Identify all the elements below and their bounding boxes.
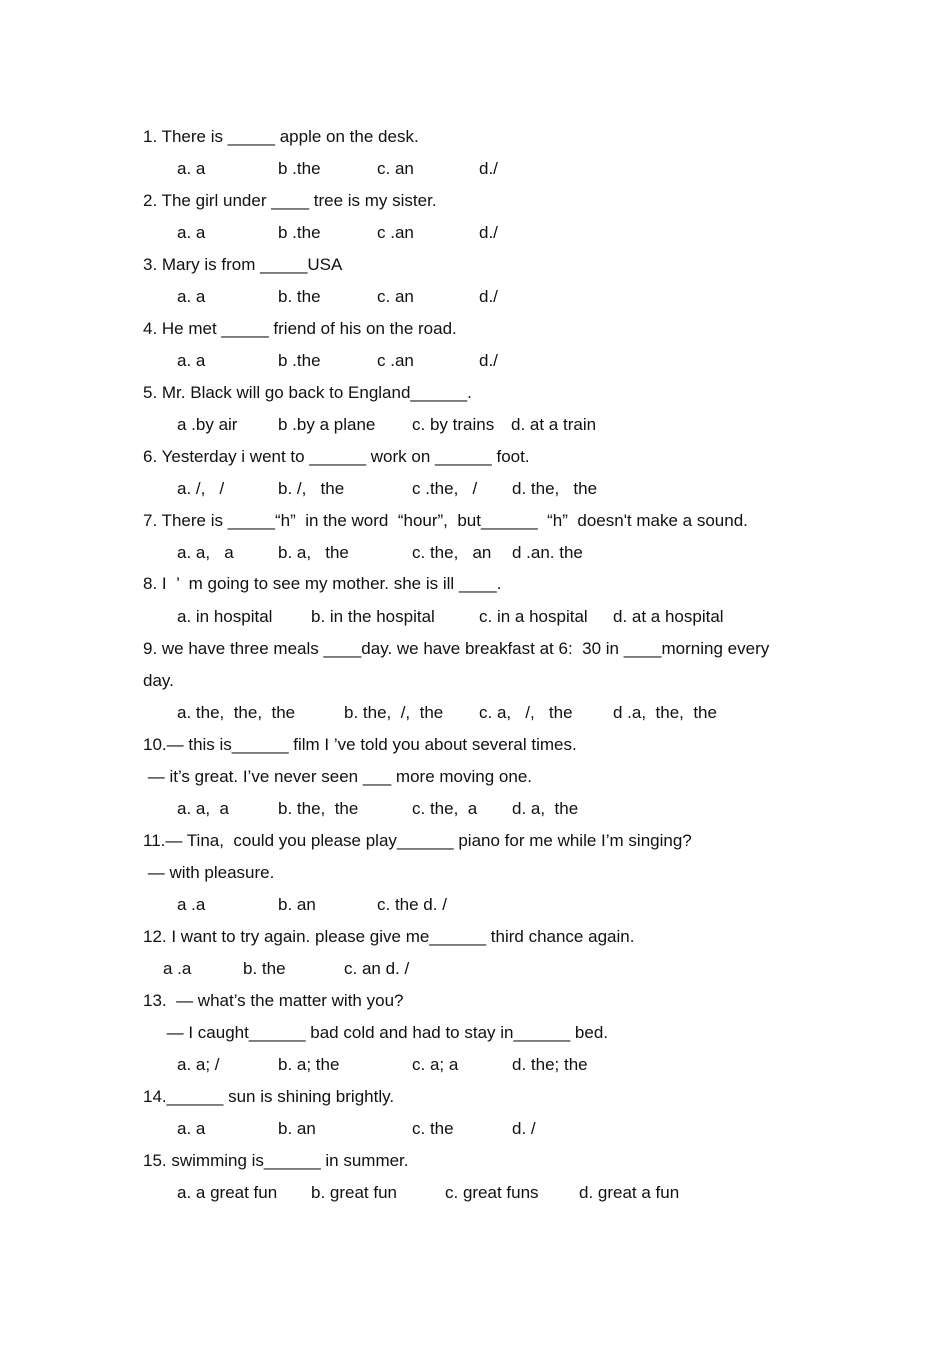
option-b: b. the (243, 959, 286, 978)
option-c: c. the, an (412, 543, 492, 562)
question-2: 2. The girl under ____ tree is my sister. (143, 191, 437, 210)
option-d: d. at a hospital (613, 607, 724, 626)
option-d: d .a, the, the (613, 703, 717, 722)
option-b: b. in the hospital (311, 607, 435, 626)
option-c: c. by trains (412, 415, 495, 434)
option-d: d. at a train (511, 415, 597, 434)
option-c: c. a, /, the (479, 703, 573, 722)
option-d: d./ (479, 159, 498, 178)
option-c: c. an (377, 159, 414, 178)
option-d: d./ (479, 287, 498, 306)
question-11-reply: — with pleasure. (143, 863, 275, 882)
option-d: d. the; the (512, 1055, 588, 1074)
option-b: b .the (278, 159, 321, 178)
option-a: a. /, / (177, 479, 225, 498)
question-3: 3. Mary is from _____USA (143, 255, 343, 274)
options-15 (177, 1182, 680, 1314)
question-7: 7. There is _____“h” in the word “hour”, but______ “h” doesn't make a sound. (143, 511, 748, 530)
option-a: a .by air (177, 415, 238, 434)
option-c: c. the (412, 1119, 454, 1138)
question-5: 5. Mr. Black will go back to England______. (143, 383, 472, 402)
option-b: b. the (278, 287, 321, 306)
option-b: b. an (278, 1119, 316, 1138)
option-c: c. the, a (412, 799, 478, 818)
option-d: d. great a fun (579, 1183, 680, 1202)
option-b: b. the, /, the (344, 703, 444, 722)
option-d: d./ (479, 351, 498, 370)
option-a: a. the, the, the (177, 703, 296, 722)
option-c: c. a; a (412, 1055, 459, 1074)
option-c: c. in a hospital (479, 607, 588, 626)
option-a: a .a (177, 895, 206, 914)
option-d: d. the, the (512, 479, 598, 498)
option-c-d: c. an d. / (344, 959, 410, 978)
option-a: a .a (163, 959, 192, 978)
option-c-d: c. the d. / (377, 895, 447, 914)
option-b: b. the, the (278, 799, 359, 818)
option-a: a. a (177, 287, 206, 306)
question-1: 1. There is _____ apple on the desk. (143, 127, 419, 146)
question-10: 10.— this is______ film I ’ve told you about several times. (143, 735, 577, 754)
question-13: 13. — what’s the matter with you? (143, 991, 404, 1010)
option-d: d .an. the (512, 543, 583, 562)
option-a: a. a, a (177, 543, 234, 562)
option-b: b. great fun (311, 1183, 398, 1202)
question-12: 12. I want to try again. please give me______ third chance again. (143, 927, 635, 946)
option-a: a. a; / (177, 1055, 220, 1074)
option-b: b .the (278, 223, 321, 242)
question-10-reply: — it’s great. I’ve never seen ___ more moving one. (143, 767, 532, 786)
option-c: c .the, / (412, 479, 478, 498)
option-b: b .by a plane (278, 415, 376, 434)
option-c: c. an (377, 287, 414, 306)
option-d: d. a, the (512, 799, 579, 818)
option-d: d. / (512, 1119, 536, 1138)
question-6: 6. Yesterday i went to ______ work on ______ foot. (143, 447, 530, 466)
option-c: c. great funs (445, 1183, 539, 1202)
question-8: 8. I ’ m going to see my mother. she is ill ____. (143, 574, 502, 593)
option-b: b. a; the (278, 1055, 340, 1074)
question-11: 11.— Tina, could you please play______ piano for me while I’m singing? (143, 831, 692, 850)
option-b: b. /, the (278, 479, 345, 498)
option-c: c .an (377, 223, 414, 242)
option-b: b. an (278, 895, 316, 914)
option-a: a. a (177, 223, 206, 242)
option-a: a. a (177, 159, 206, 178)
question-15: 15. swimming is______ in summer. (143, 1151, 409, 1170)
option-a: a. a (177, 1119, 206, 1138)
option-b: b .the (278, 351, 321, 370)
question-4: 4. He met _____ friend of his on the road. (143, 319, 457, 338)
option-a: a. a great fun (177, 1183, 278, 1202)
option-c: c .an (377, 351, 414, 370)
option-a: a. in hospital (177, 607, 273, 626)
option-d: d./ (479, 223, 498, 242)
question-9: 9. we have three meals ____day. we have breakfast at 6: 30 in ____morning every (143, 639, 770, 658)
option-b: b. a, the (278, 543, 349, 562)
option-a: a. a (177, 351, 206, 370)
question-14: 14.______ sun is shining brightly. (143, 1087, 395, 1106)
option-a: a. a, a (177, 799, 229, 818)
question-13-reply: — I caught______ bad cold and had to stay in______ bed. (143, 1023, 609, 1042)
question-9-continued: day. (143, 671, 174, 690)
